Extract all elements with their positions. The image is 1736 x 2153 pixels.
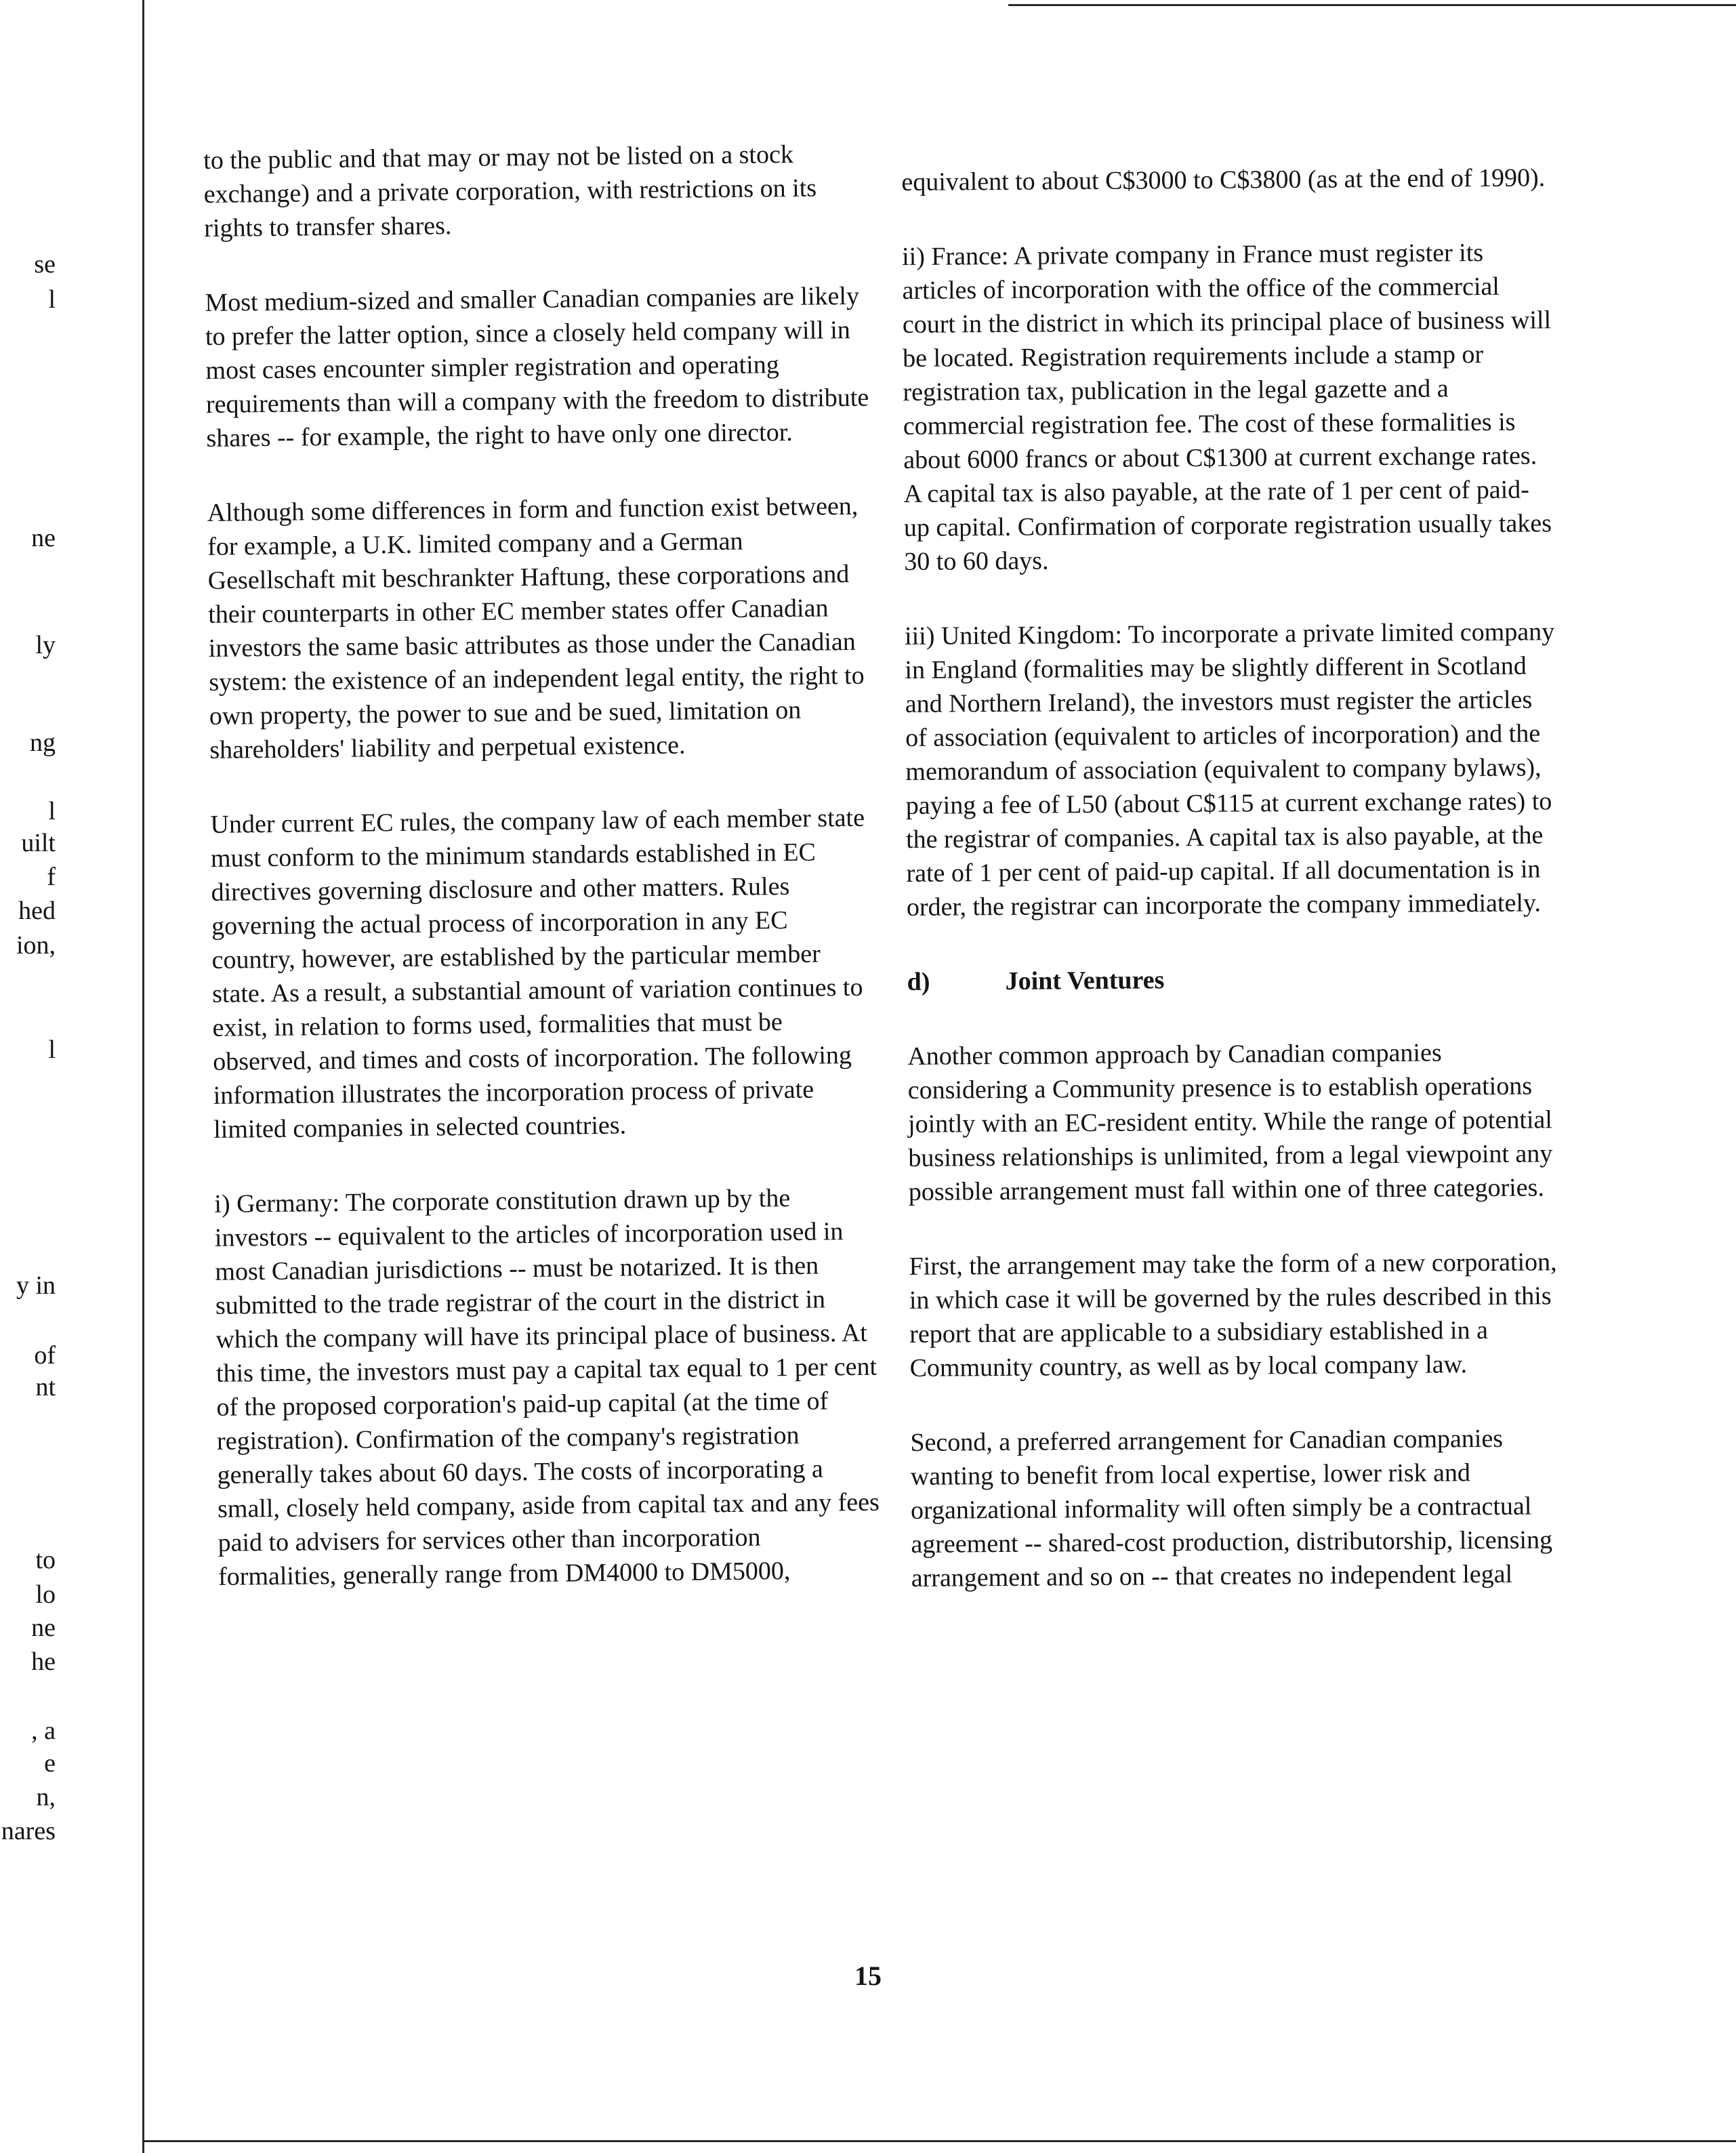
edge-fragment: nt [35,1373,56,1401]
edge-fragment: y in [16,1271,56,1300]
edge-fragment: of [34,1341,56,1370]
edge-fragment: e [44,1749,56,1778]
edge-fragment: he [31,1647,56,1676]
section-heading-letter: d) [907,967,930,996]
edge-fragment: , a [31,1717,56,1745]
paragraph-france: ii) France: A private company in France must register its articles of incorporation with the office of the commercial court in the district in which its principal place of business will be located. Registration requirements include a stamp or registration tax, publication in the legal gazette and a commercial registration fee. The cost of these formalities is about 6000 francs or about C$1300 at current exchange rates. A capital tax is also payable, at the rate of 1 per cent of paid-up capital. Confirmation of corporate registration usually takes 30 to 60 days. [902,239,1552,576]
paragraph-medium-smaller-companies: Most medium-sized and smaller Canadian companies are likely to prefer the latter option, since a closely held company will in most cases encounter simpler registration and operating requirements than will a company with the freedom to distribute shares -- for example, the right to have only one director. [205,281,869,453]
edge-fragment: nares [1,1817,56,1845]
edge-fragment: ng [30,729,56,757]
paragraph-germany-continued: equivalent to about C$3000 to C$3800 (as at the end of 1990). [901,163,1546,197]
paragraph-public-private: to the public and that may or may not be listed on a stock exchange) and a private corporation, with restrictions on its rights to transfer shares. [203,140,817,243]
edge-fragment: l [48,1036,56,1064]
paragraph-united-kingdom: iii) United Kingdom: To incorporate a private limited company in England (formalities may be slightly different in Scotland and Northern Ireland), the investors must register the articles of association (equivalent to articles of incorporation) and the memorandum of association (equivalent to company bylaws), paying a fee of L50 (about C$115 at current exchange rates) to the registrar of companies. A capital tax is also payable, at the rate of 1 per cent of paid-up capital. If all documentation is in order, the registrar can incorporate the company immediately. [904,617,1555,922]
paragraph-second-arrangement: Second, a preferred arrangement for Canadian companies wanting to benefit from local expertise, lower risk and organizational informality will often simply be a contractual agreement -- shared-cost production, distributorship, licensing arrangement and so on -- that creates no independent legal [910,1424,1553,1593]
previous-page-bleed [0,0,61,2153]
edge-fragment: ion, [16,931,56,960]
edge-fragment: ne [31,524,56,552]
page-number: 15 [854,1961,882,1991]
bottom-edge-rule [142,2140,1736,2142]
edge-fragment: se [34,250,56,279]
left-column [203,137,883,1635]
edge-fragment: n, [36,1783,56,1811]
edge-fragment: to [35,1546,56,1574]
edge-fragment: ne [31,1614,56,1642]
paragraph-germany: i) Germany: The corporate constitution drawn up by the investors -- equivalent to the articles of incorporation used in most Canadian jurisdictions -- must be notarized. It is then submitted to the trade registrar of the court in the district in which the company will have its principal place of business. At this time, the investors must pay a capital tax equal to 1 per cent of the proposed corporation's paid-up capital (at the time of registration). Confirmation of the company's registration generally takes about 60 days. The costs of incorporating a small, closely held company, aside from capital tax and any fees paid to advisers for services other than incorporation formalities, generally range from DM4000 to DM5000, [214,1184,880,1591]
paragraph-joint-ventures-intro: Another common approach by Canadian companies considering a Community presence is to establish operations jointly with an EC-resident entity. While the range of potential business relationships is unlimited, from a legal viewpoint any possible arrangement must fall within one of three categories. [907,1038,1553,1206]
paragraph-first-arrangement: First, the arrangement may take the form of a new corporation, in which case it will be governed by the rules described in this report that are applicable to a subsidiary established in a Community country, as well as by local company law. [909,1248,1557,1382]
edge-fragment: hed [18,897,56,925]
edge-fragment: l [48,797,56,825]
top-edge-rule [1008,4,1736,6]
edge-fragment: ly [35,631,56,659]
edge-fragment: l [48,285,56,314]
right-column [901,139,1562,1636]
section-heading-joint-ventures [907,960,1557,999]
paragraph-differences-form-function: Although some differences in form and function exist between, for example, a U.K. limited company and a German Gesellschaft mit beschrankter Haftung, these corporations and their counterparts in other EC member states offer Canadian investors the same basic attributes as those under the Canadian system: the existence of an independent legal entity, the right to own property, the power to sue and be sued, limitation on shareholders' liability and perpetual existence. [207,491,865,764]
edge-fragment: f [47,863,56,891]
edge-fragment: lo [35,1580,56,1609]
section-heading-title: Joint Ventures [1005,966,1165,996]
paragraph-ec-rules: Under current EC rules, the company law of each member state must conform to the minimum standards established in EC directives governing disclosure and other matters. Rules governing the actual process of incorporation in any EC country, however, are established by the particular member state. As a result, a substantial amount of variation continues to exist, in relation to forms used, formalities that must be observed, and times and costs of incorporation. The following information illustrates the incorporation process of private limited companies in selected countries. [210,803,865,1144]
left-margin-rule [142,0,144,2153]
edge-fragment: uilt [21,829,56,857]
